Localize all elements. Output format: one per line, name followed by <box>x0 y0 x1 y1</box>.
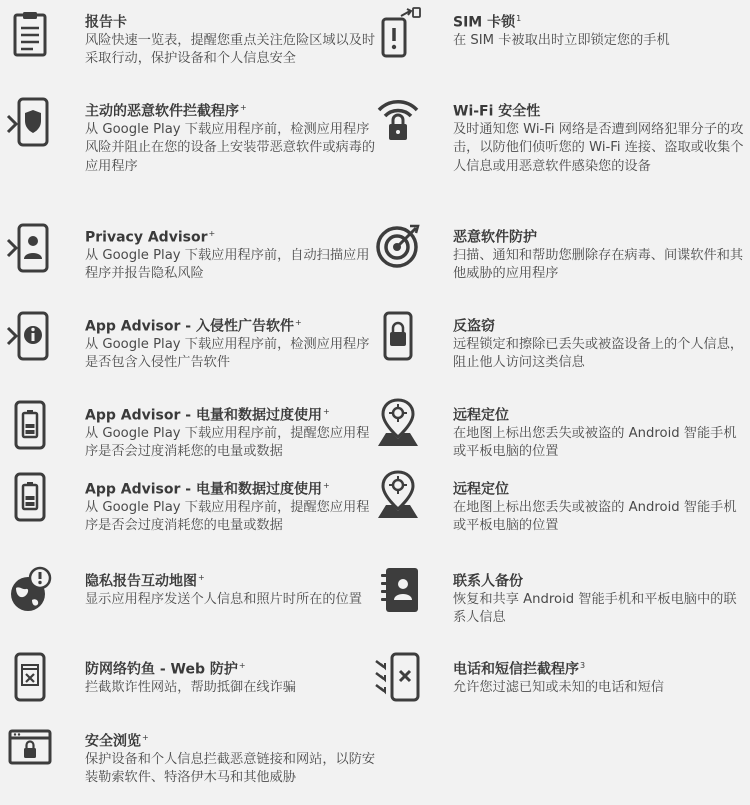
sim-alert-icon <box>374 7 422 59</box>
feature-title: 安全浏览+ <box>85 733 149 750</box>
phone-battery-icon <box>6 399 54 451</box>
phone-shield-icon <box>6 96 54 148</box>
feature-description: 在 SIM 卡被取出时立即锁定您的手机 <box>453 32 670 48</box>
feature-description: 从 Google Play 下载应用程序前，提醒您应用程序是否会过度消耗您的电量或数据 <box>85 499 370 534</box>
feature-description: 及时通知您 Wi-Fi 网络是否遭到网络犯罪分子的攻击，以防他们侦听您的 Wi-Fi 连接、盗取或收集个人信息或用恶意软件感染您的设备 <box>453 121 744 174</box>
wifi-lock-icon <box>374 94 422 146</box>
feature-title: 防网络钓鱼 - Web 防护+ <box>85 661 246 678</box>
feature-description: 从 Google Play 下载应用程序前，检测应用程序风险并阻止在您的设备上安装带恶意软件或病毒的应用程序 <box>85 121 376 174</box>
feature-title: App Advisor - 电量和数据过度使用+ <box>85 407 330 424</box>
feature-title: Wi-Fi 安全性 <box>453 103 541 120</box>
feature-description: 从 Google Play 下载应用程序前，检测应用程序是否包含入侵性广告软件 <box>85 336 370 371</box>
feature-description: 显示应用程序发送个人信息和照片时所在的位置 <box>85 591 362 607</box>
feature-title: 主动的恶意软件拦截程序+ <box>85 103 247 120</box>
feature-description: 风险快速一览表，提醒您重点关注危险区域以及时采取行动，保护设备和个人信息安全 <box>85 32 376 67</box>
phone-web-icon <box>6 651 54 703</box>
browser-lock-icon <box>6 723 54 775</box>
globe-alert-icon <box>6 564 54 616</box>
feature-title: 电话和短信拦截程序$^3$ <box>453 661 586 678</box>
feature-description: 从 Google Play 下载应用程序前，提醒您应用程序是否会过度消耗您的电量或数据 <box>85 425 370 460</box>
feature-title: 反盗窃 <box>453 318 495 335</box>
feature-description: 允许您过滤已知或未知的电话和短信 <box>453 679 664 695</box>
phone-lock-icon <box>374 310 422 362</box>
feature-description: 远程锁定和擦除已丢失或被盗设备上的个人信息，阻止他人访问这类信息 <box>453 336 744 371</box>
feature-description: 扫描、通知和帮助您删除存在病毒、间谍软件和其他威胁的应用程序 <box>453 247 744 282</box>
feature-title: 恶意软件防护 <box>453 229 537 246</box>
phone-info-icon <box>6 310 54 362</box>
address-book-icon <box>374 564 422 616</box>
feature-title: 隐私报告互动地图+ <box>85 573 205 590</box>
feature-title: 报告卡 <box>85 14 127 31</box>
feature-title: 远程定位 <box>453 407 509 424</box>
map-pin-icon <box>374 397 422 449</box>
feature-description: 在地图上标出您丢失或被盗的 Android 智能手机或平板电脑的位置 <box>453 425 737 460</box>
feature-title: 远程定位 <box>453 481 509 498</box>
feature-title: Privacy Advisor+ <box>85 229 216 246</box>
feature-description: 在地图上标出您丢失或被盗的 Android 智能手机或平板电脑的位置 <box>453 499 737 534</box>
feature-description: 从 Google Play 下载应用程序前，自动扫描应用程序并报告隐私风险 <box>85 247 370 282</box>
phone-battery-icon <box>6 471 54 523</box>
map-pin-icon <box>374 469 422 521</box>
feature-description: 保护设备和个人信息拦截恶意链接和网站，以防安装勒索软件、特洛伊木马和其他威胁 <box>85 751 376 786</box>
target-icon <box>374 220 422 272</box>
feature-title: SIM 卡锁$^1$ <box>453 14 522 31</box>
phone-block-icon <box>374 651 422 703</box>
feature-description: 拦截欺诈性网站，帮助抵御在线诈骗 <box>85 679 296 695</box>
feature-title: App Advisor - 电量和数据过度使用+ <box>85 481 330 498</box>
feature-title: App Advisor - 入侵性广告软件+ <box>85 318 302 335</box>
feature-description: 恢复和共享 Android 智能手机和平板电脑中的联系人信息 <box>453 591 737 626</box>
phone-person-icon <box>6 222 54 274</box>
clipboard-icon <box>6 9 54 61</box>
feature-title: 联系人备份 <box>453 573 523 590</box>
